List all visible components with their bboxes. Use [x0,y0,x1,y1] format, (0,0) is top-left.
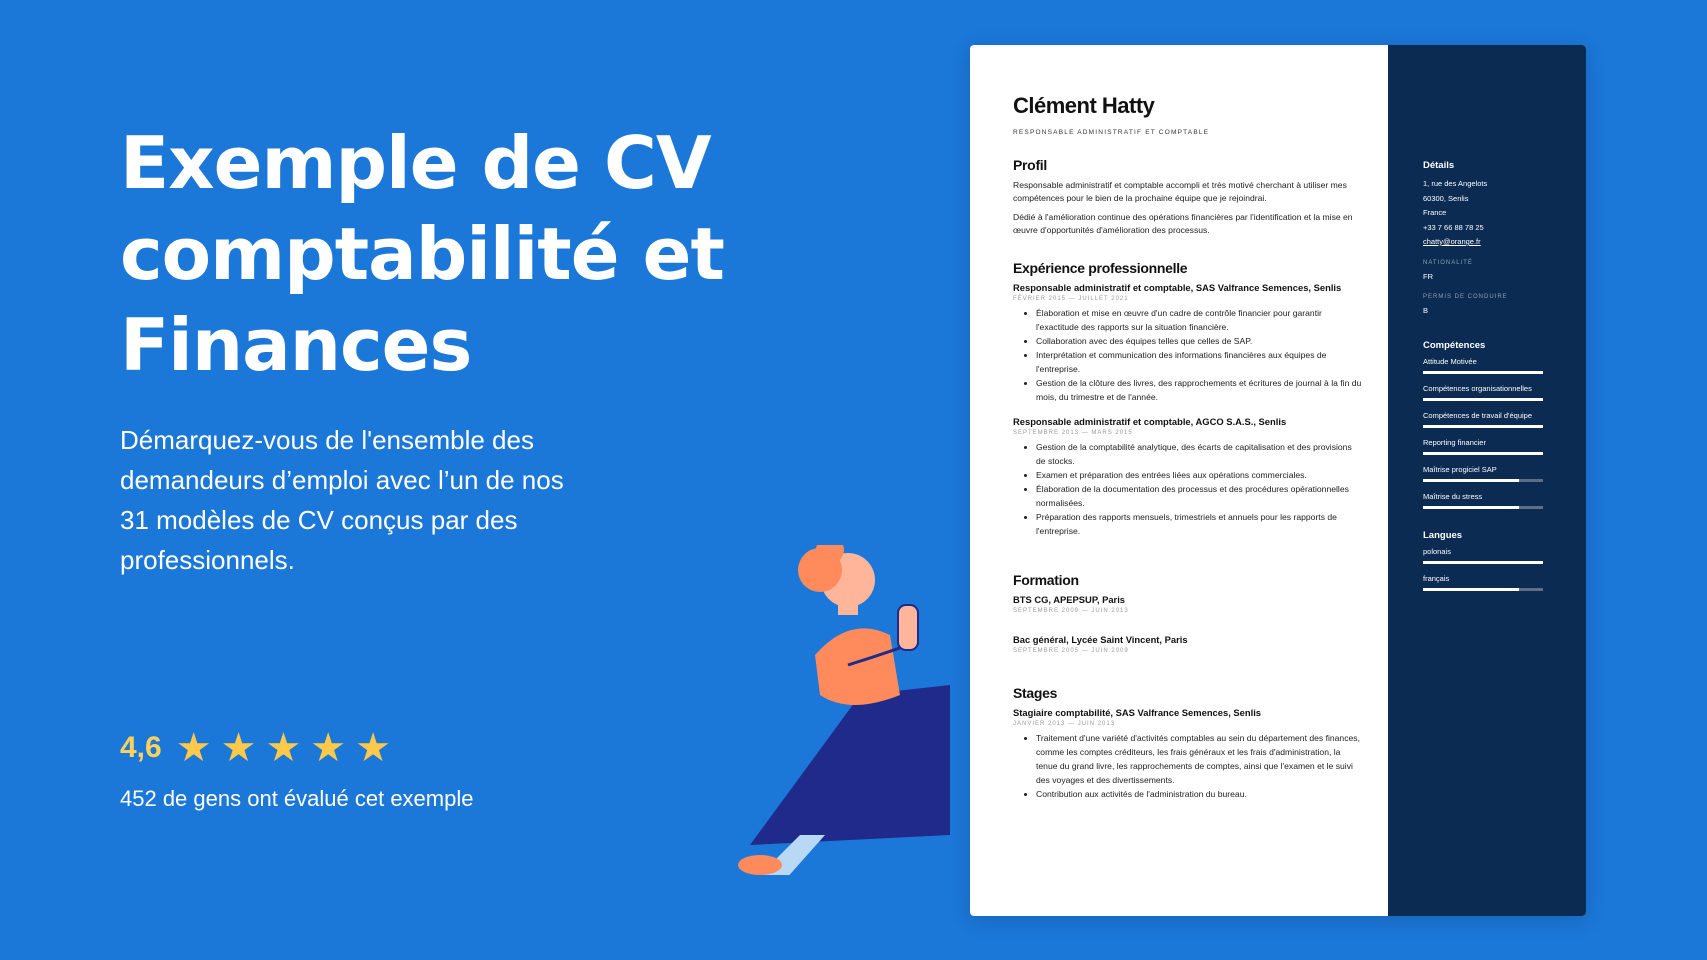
rating [120,728,400,768]
profile-paragraph: Responsable administratif et comptable accompli et très motivé cherchant à utiliser mes compétences pour le bien de la prochaine équipe que je rejoindrai. [1013,180,1347,203]
internship-date: JANVIER 2013 — JUIN 2013 [1013,721,1116,727]
skill-item [1423,357,1548,374]
section-heading: Compétences [1423,340,1486,351]
skill-item [1423,384,1548,401]
skill-bar-fill [1423,371,1543,374]
details-section [1423,160,1548,319]
internships-section [1013,685,1363,813]
star-icon[interactable]: ★ [310,726,347,770]
skill-item [1423,438,1548,455]
education-date: SEPTEMBRE 2005 — JUIN 2009 [1013,648,1129,654]
skill-bar [1423,506,1543,509]
skill-bar [1423,479,1543,482]
skill-item [1423,411,1548,428]
language-name: français [1423,574,1450,583]
page-title: Exemple de CV comptabilité et Finances [120,121,724,387]
skill-name: Reporting financier [1423,438,1486,447]
list-item: • Collaboration avec des équipes telles que celles de SAP. [1036,334,1363,348]
skill-bar [1423,452,1543,455]
star-icon[interactable]: ★ [175,726,212,770]
profile-paragraph: Dédié à l'amélioration continue des opérations financières par l'identification et la mise en œuvre d'opportunités d'amélioration des processus. [1013,212,1353,235]
star-icon[interactable]: ★ [355,726,392,770]
list-item: • Préparation des rapports mensuels, trimestriels et annuels pour les rapports de l'entreprise. [1036,510,1363,538]
star-icon[interactable]: ★ [220,726,257,770]
language-name: polonais [1423,547,1451,556]
skill-bar-fill [1423,425,1543,428]
experience-section [1013,260,1363,550]
job-title: Responsable administratif et comptable, SAS Valfrance Semences, Senlis [1013,282,1342,293]
skill-bar [1423,371,1543,374]
list-item: • Élaboration de la documentation des processus et des procédures opérationnelles normalisées. [1036,482,1363,510]
job-bullets [1013,306,1363,404]
education-title: BTS CG, APEPSUP, Paris [1013,594,1126,605]
woman-illustration [730,545,990,875]
cv-role: RESPONSABLE ADMINISTRATIF ET COMPTABLE [1013,129,1210,136]
list-item: • Traitement d'une variété d'activités comptables au sein du département des finances, comme les comptes créditeurs, les frais généraux et les frais d'administration, la tenue du grand livre, les rapprochements de comptes, ainsi que l'examen et le suivi des voyages et des divertissements. [1036,731,1363,787]
language-bar [1423,561,1543,564]
skill-item [1423,492,1548,509]
section-heading: Formation [1013,572,1079,588]
skill-bar-fill [1423,452,1543,455]
list-item: • Gestion de la comptabilité analytique, des écarts de capitalisation et des provisions de stocks. [1036,440,1363,468]
language-bar [1423,588,1543,591]
rating-count: 452 de gens ont évalué cet exemple [120,786,474,811]
language-bar-fill [1423,588,1519,591]
list-item: • Examen et préparation des entrées liées aux opérations commerciales. [1036,468,1363,482]
language-item [1423,574,1548,591]
star-icon[interactable]: ★ [265,726,302,770]
internship-bullets [1013,731,1363,801]
education-section [1013,572,1363,658]
country: France [1423,208,1447,217]
skills-section [1423,340,1548,519]
list-item: • Interprétation et communication des informations financières aux équipes de l'entreprise. [1036,348,1363,376]
skill-bar [1423,398,1543,401]
section-heading: Profil [1013,157,1047,173]
job-date: FÉVRIER 2015 — JUILLET 2021 [1013,296,1129,302]
section-heading: Détails [1423,160,1455,171]
phone: +33 7 66 88 78 25 [1423,222,1484,232]
skill-bar [1423,425,1543,428]
page-subtitle: Démarquez-vous de l'ensemble des demandeurs d’emploi avec l’un de nos 31 modèles de CV conçus par des professionnels. [120,425,564,575]
license-label: PERMIS DE CONDUIRE [1423,294,1508,300]
skill-name: Maîtrise du stress [1423,492,1483,501]
internship-title: Stagiaire comptabilité, SAS Valfrance Semences, Senlis [1013,707,1262,718]
education-date: SEPTEMBRE 2009 — JUIN 2013 [1013,608,1129,614]
cv-document [970,45,1586,916]
cv-sidebar [1388,45,1586,916]
skill-name: Compétences de travail d'équipe [1423,411,1532,420]
skill-name: Attitude Motivée [1423,357,1477,366]
skill-name: Maîtrise progiciel SAP [1423,465,1497,474]
language-bar-fill [1423,561,1543,564]
cv-main-column [970,45,1388,916]
job-title: Responsable administratif et comptable, AGCO S.A.S., Senlis [1013,416,1287,427]
email-link[interactable]: chatty@orange.fr [1423,237,1481,246]
skill-bar-fill [1423,506,1519,509]
section-heading: Expérience professionnelle [1013,260,1188,276]
education-title: Bac général, Lycée Saint Vincent, Paris [1013,634,1188,645]
profile-section [1013,157,1363,243]
job-bullets [1013,440,1363,538]
section-heading: Stages [1013,685,1058,701]
address-line: 60300, Senlis [1423,193,1469,203]
license: B [1423,306,1429,315]
list-item: • Contribution aux activités de l'administration du bureau. [1036,787,1363,801]
job-date: SEPTEMBRE 2013 — MARS 2015 [1013,430,1133,436]
section-heading: Langues [1423,530,1463,541]
skill-item [1423,465,1548,482]
address-line: 1, rue des Angelots [1423,179,1488,188]
languages-section [1423,530,1548,601]
nationality-label: NATIONALITÉ [1423,259,1473,266]
list-item: • Élaboration et mise en œuvre d'un cadre de contrôle financier pour garantir l'exactitude des rapports sur la situation financière. [1036,306,1363,334]
rating-score: 4,6 [120,731,162,764]
list-item: • Gestion de la clôture des livres, des rapprochements et écritures de journal à la fin du mois, du trimestre et de l'année. [1036,376,1363,404]
skill-name: Compétences organisationnelles [1423,384,1532,393]
skill-bar-fill [1423,398,1543,401]
language-item [1423,547,1548,564]
skill-bar-fill [1423,479,1519,482]
cv-name: Clément Hatty [1013,93,1155,118]
nationality: FR [1423,271,1433,281]
